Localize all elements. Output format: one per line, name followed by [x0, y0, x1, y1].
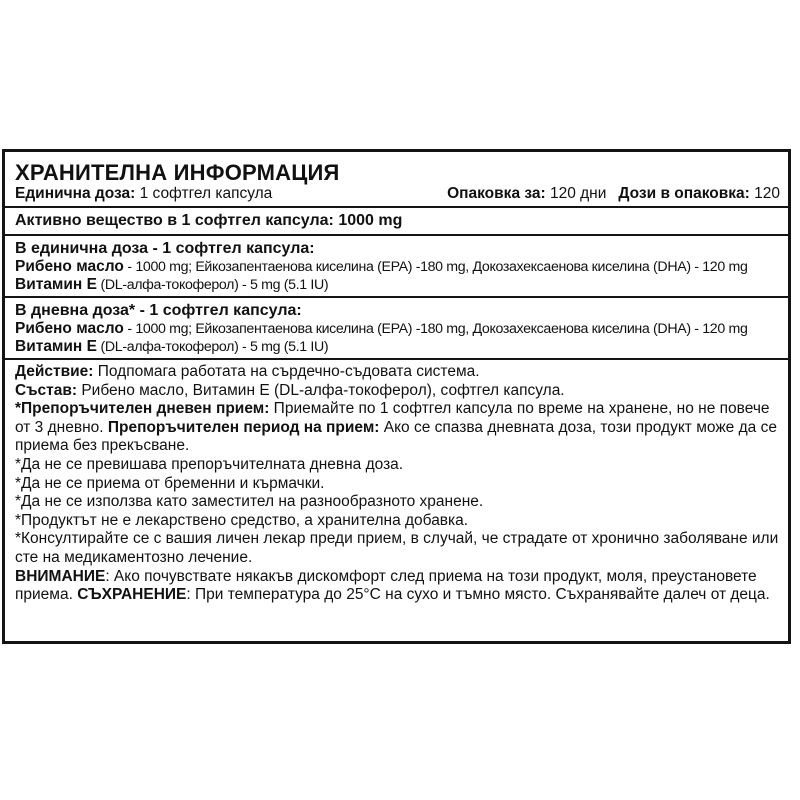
warning-item: *Да не се превишава препоръчителната дневна доза. — [15, 455, 404, 473]
action-note — [15, 363, 780, 382]
unit-dose-value: 1 софтгел капсула — [135, 185, 273, 202]
daily-dose-vitamin-e — [15, 338, 780, 356]
intake-label: *Препоръчителен дневен прием: — [15, 400, 270, 418]
period-text: Ако се спазва дневната доза, този продукт може да се приема без прекъсване. — [15, 418, 777, 455]
vitamin-e-label: Витамин Е — [15, 276, 97, 293]
single-dose-section — [15, 236, 780, 296]
fish-oil-text: - 1000 mg; Ейкозапентаенова киселина (EPA) -180 mg, Докозахексаенова киселина (DHA) - 120 mg — [123, 259, 748, 275]
fish-oil-label: Рибено масло — [15, 320, 124, 337]
doses-per-pack-value: 120 — [749, 185, 780, 202]
vitamin-e-text: (DL-алфа-токоферол) - 5 mg (5.1 IU) — [96, 339, 329, 355]
single-dose-vitamin-e — [15, 276, 780, 294]
daily-dose-heading: В дневна доза* - 1 софтгел капсула: — [15, 302, 302, 319]
active-substance: Активно вещество в 1 софтгел капсула: 1000 mg — [15, 212, 403, 229]
composition-text: Рибено масло, Витамин Е (DL-алфа-токоферол), софтгел капсула. — [77, 381, 565, 399]
unit-dose — [15, 185, 272, 203]
nutrition-label — [2, 149, 791, 644]
package-info — [447, 185, 780, 203]
unit-dose-label: Единична доза: — [15, 185, 136, 202]
storage-label: СЪХРАНЕНИЕ — [77, 586, 187, 604]
intake-text: Приемайте по 1 софтгел капсула по време на хранене, но не повече от 3 дневно. — [15, 400, 770, 436]
warning-item: *Консултирайте се с вашия личен лекар преди прием, в случай, че страдате от хронично заболяване или сте на медикаментозно лечение. — [15, 530, 779, 566]
warning-item: *Да не се използва като заместител на разнообразното хранене. — [15, 493, 484, 511]
doses-per-pack-label: Дози в опаковка: — [618, 185, 750, 202]
attention-storage-note — [15, 568, 780, 605]
dose-row — [15, 185, 780, 206]
warning-item: *Продуктът не е лекарствено средство, а хранителна добавка. — [15, 511, 469, 529]
action-text: Подпомага работата на сърдечно-съдовата система. — [93, 363, 480, 380]
warning-item: *Да не се приема от бременни и кърмачки. — [15, 474, 325, 492]
label-title: ХРАНИТЕЛНА ИНФОРМАЦИЯ — [15, 160, 340, 185]
single-dose-heading: В единична доза - 1 софтгел капсула: — [15, 240, 315, 257]
intake-note — [15, 400, 780, 456]
composition-note — [15, 382, 780, 401]
daily-dose-fish-oil — [15, 320, 780, 338]
vitamin-e-label: Витамин Е — [15, 338, 97, 355]
attention-label: ВНИМАНИЕ — [15, 567, 106, 585]
attention-text: : Ако почувствате някакъв дискомфорт след приема на този продукт, моля, преустановете приема. — [15, 567, 757, 604]
single-dose-fish-oil — [15, 258, 780, 276]
notes-section — [15, 360, 780, 605]
package-value: 120 дни — [545, 185, 607, 202]
fish-oil-label: Рибено масло — [15, 258, 124, 275]
package-label: Опаковка за: — [447, 185, 546, 202]
storage-text: : При температура до 25°C на сухо и тъмно място. Съхранявайте далеч от деца. — [186, 586, 770, 604]
action-label: Действие: — [15, 363, 94, 380]
daily-dose-section — [15, 298, 780, 358]
period-label: Препоръчителен период на прием: — [107, 418, 380, 436]
vitamin-e-text: (DL-алфа-токоферол) - 5 mg (5.1 IU) — [96, 277, 329, 293]
composition-label: Състав: — [15, 381, 78, 399]
fish-oil-text: - 1000 mg; Ейкозапентаенова киселина (EPA) -180 mg, Докозахексаенова киселина (DHA) - 120 mg — [123, 321, 748, 337]
